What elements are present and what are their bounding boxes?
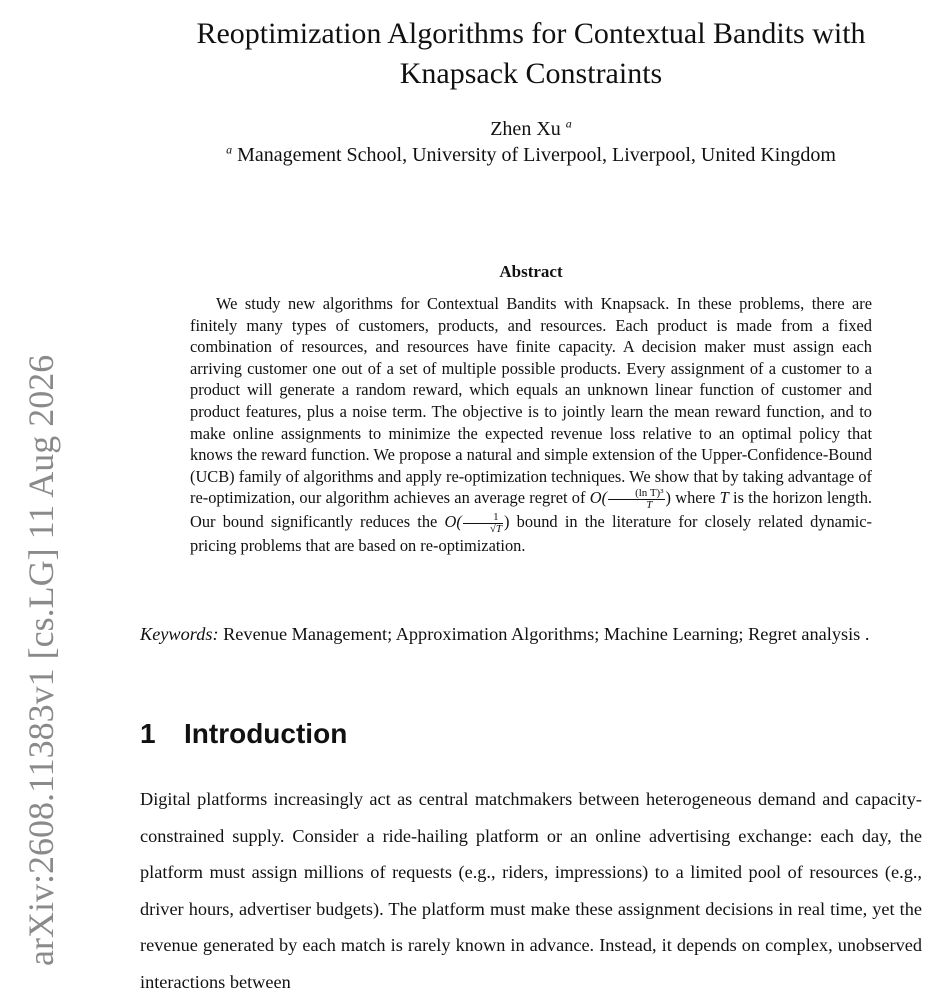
- affiliation: [140, 142, 922, 168]
- regret-bound-fraction: [608, 488, 664, 511]
- regret-bound-numerator: (ln T)³: [608, 488, 664, 500]
- title-line-1: Reoptimization Algorithms for Contextual Bandits with: [196, 17, 866, 50]
- introduction-body: [140, 781, 922, 1001]
- introduction-paragraph: Digital platforms increasingly act as central matchmakers between heterogeneous demand and capacity-constrained supply. Consider a ride-hailing platform or an online advertising exchange: each day, the platform must assign millions of requests (e.g., riders, impressions) to a limited pool of resources (e.g., driver hours, advertiser budgets). The platform must make these assignment decisions in real time, yet the revenue generated by each match is rarely known in advance. Instead, it depends on complex, unobserved interactions between: [140, 789, 922, 992]
- keywords-label: Keywords:: [140, 624, 219, 644]
- literature-bound-fraction: [463, 512, 503, 535]
- abstract-text-4: bound in the literature for closely related dynamic-pricing problems that are based on re-optimization.: [190, 512, 872, 555]
- literature-bound-prefix: O(: [444, 512, 462, 532]
- title-line-2: Knapsack Constraints: [399, 57, 663, 90]
- regret-bound-suffix: ): [665, 488, 671, 508]
- regret-bound-denominator: T: [646, 499, 653, 512]
- author-affiliation-mark: a: [565, 116, 572, 131]
- keywords: [140, 622, 922, 646]
- section-number: 1: [140, 718, 156, 749]
- keywords-text: Revenue Management; Approximation Algorithms; Machine Learning; Regret analysis .: [218, 624, 870, 644]
- regret-bound-prefix: O(: [589, 488, 608, 508]
- abstract-text-3: is the horizon length. Our bound significantly reduces the: [190, 488, 872, 532]
- abstract-body: [190, 293, 872, 556]
- abstract-heading: Abstract: [499, 262, 563, 281]
- literature-bound-numerator: 1: [463, 512, 503, 524]
- horizon-symbol: T: [719, 488, 729, 508]
- arxiv-identifier: arXiv:2608.11383v1 [cs.LG] 11 Aug 2026: [21, 354, 61, 966]
- section-heading: [140, 716, 922, 752]
- section-title: Introduction: [184, 718, 348, 749]
- literature-bound-denominator: √T: [489, 522, 502, 535]
- paper-title: [140, 14, 922, 94]
- literature-bound-suffix: ): [503, 512, 510, 532]
- affiliation-text: Management School, University of Liverpool, Liverpool, United Kingdom: [237, 144, 836, 166]
- affiliation-mark: a: [226, 142, 233, 157]
- author-name: Zhen Xu: [490, 118, 561, 140]
- abstract-text-2: where: [670, 488, 720, 508]
- abstract-text-1: We study new algorithms for Contextual Bandits with Knapsack. In these problems, there are finitely many types of customers, products, and resources. Each product is made from a fixed combination of resources, and resources have finite capacity. A decision maker must assign each arriving customer one out of a set of multiple possible products. Every assignment of a customer to a product will generate a random reward, which equals an unknown linear function of customer and product features, plus a noise term. The objective is to jointly learn the mean reward function, and to make online assignments to minimize the expected revenue loss relative to an optimal policy that knows the reward function. We propose a natural and simple extension of the Upper-Confidence-Bound (UCB) family of algorithms and apply re-optimization techniques. We show that by taking advantage of re-optimization, our algorithm achieves an average regret of: [190, 294, 872, 508]
- author: [140, 116, 922, 142]
- abstract-paragraph: [190, 293, 872, 556]
